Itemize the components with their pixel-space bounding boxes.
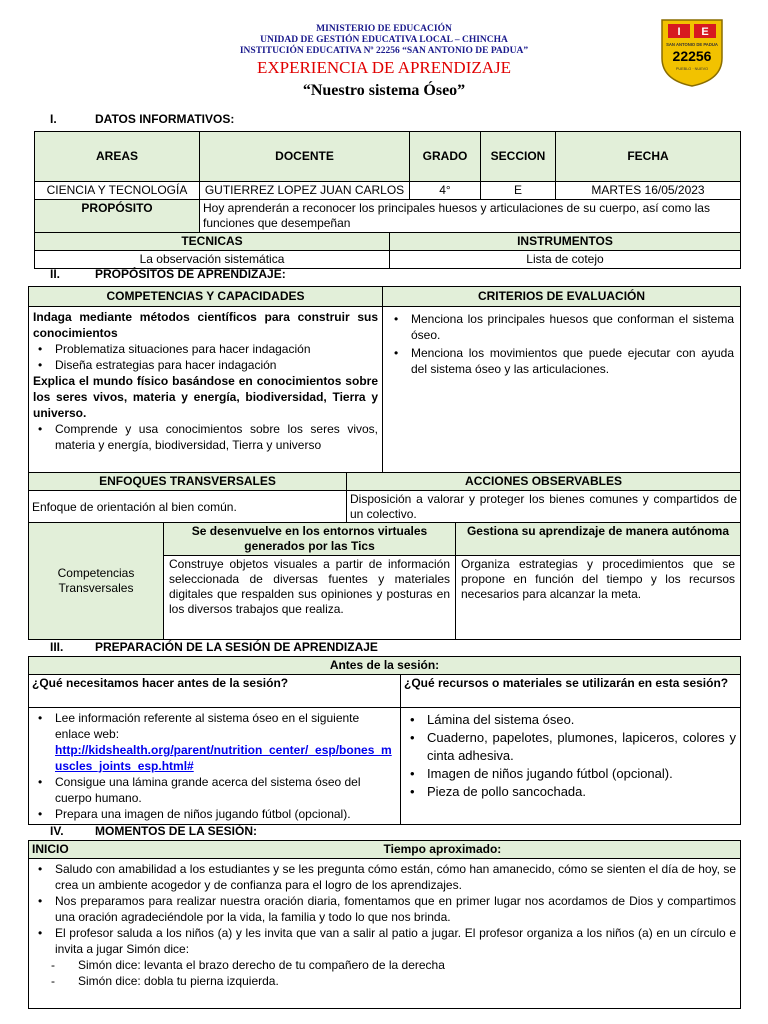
value-fecha: MARTES 16/05/2023 bbox=[556, 182, 741, 200]
capacidad-3: • Comprende y usa conocimientos sobre los seres vivos, materia y energía, biodiversidad, Tierra y universo bbox=[33, 421, 378, 453]
tarea-3: • Prepara una imagen de niños jugando fútbol (opcional). bbox=[33, 806, 396, 822]
tecnica-value: La observación sistemática bbox=[35, 251, 390, 269]
tareas-cell bbox=[29, 708, 401, 825]
inicio-label: INICIO bbox=[32, 842, 69, 856]
section-2-heading: II. PROPÓSITOS DE APRENDIZAJE: bbox=[50, 267, 286, 281]
enfoques-table bbox=[28, 472, 741, 524]
header-areas: AREAS bbox=[35, 132, 200, 182]
school-line: INSTITUCIÓN EDUCATIVA Nº 22256 “SAN ANTONIO DE PADUA” bbox=[239, 46, 529, 56]
capacidad-1: • Problematiza situaciones para hacer indagación bbox=[33, 341, 378, 357]
competencia-2: Explica el mundo físico basándose en conocimientos sobre los seres vivos, materia y energía, biodiversidad, Tierra y universo. bbox=[33, 374, 378, 420]
enfoques-header: ENFOQUES TRANSVERSALES bbox=[29, 473, 347, 491]
logo-motto: PUEBLO · NUEVO bbox=[675, 67, 709, 71]
experience-title: EXPERIENCIA DE APRENDIZAJE bbox=[256, 58, 512, 77]
section-4-heading: IV. MOMENTOS DE LA SESIÓN: bbox=[50, 824, 258, 838]
tarea-2: • Consigue una lámina grande acerca del sistema óseo del cuerpo humano. bbox=[33, 774, 396, 806]
competencias-cell bbox=[29, 307, 383, 473]
tiempo-label: Tiempo aproximado: bbox=[383, 842, 502, 856]
pregunta-recursos: ¿Qué recursos o materiales se utilizarán en esta sesión? bbox=[401, 675, 741, 708]
capacidad-2: • Diseña estrategias para hacer indagación bbox=[33, 357, 378, 373]
tarea-1: • Lee información referente al sistema óseo en el siguiente enlace web: http://kidshealth.org/parent/nutrition_center/_esp/bones_muscles_joints_esp.html# bbox=[33, 710, 396, 774]
school-shield-logo bbox=[660, 18, 724, 88]
ugel-line: UNIDAD DE GESTIÓN EDUCATIVA LOCAL – CHINCHA bbox=[260, 35, 508, 45]
simon-dice-2: - Simón dice: dobla tu pierna izquierda. bbox=[33, 973, 736, 989]
ministry-line: MINISTERIO DE EDUCACIÓN bbox=[316, 24, 452, 34]
criterio-2: • Menciona los movimientos que puede ejecutar con ayuda del sistema óseo y las articulaciones. bbox=[389, 345, 734, 377]
tecnicas-header: TECNICAS bbox=[35, 233, 390, 251]
value-docente: GUTIERREZ LOPEZ JUAN CARLOS bbox=[200, 182, 410, 200]
inicio-cell bbox=[29, 859, 741, 1009]
value-area: CIENCIA Y TECNOLOGÍA bbox=[35, 182, 200, 200]
value-grado: 4° bbox=[410, 182, 481, 200]
proposito-label: PROPÓSITO bbox=[35, 200, 200, 233]
criterios-header: CRITERIOS DE EVALUACIÓN bbox=[383, 287, 741, 307]
propositos-table bbox=[28, 286, 741, 473]
section-3-heading: III. PREPARACIÓN DE LA SESIÓN DE APRENDIZAJE bbox=[50, 640, 378, 654]
logo-letter-e: E bbox=[701, 26, 709, 38]
recurso-4: • Pieza de pollo sancochada. bbox=[405, 783, 736, 801]
recurso-2: • Cuaderno, papelotes, plumones, lapiceros, colores y cinta adhesiva. bbox=[405, 729, 736, 765]
enlace-kidshealth[interactable]: http://kidshealth.org/parent/nutrition_center/_esp/bones_muscles_joints_esp.html# bbox=[55, 743, 392, 773]
simon-dice-1: - Simón dice: levanta el brazo derecho de tu compañero de la derecha bbox=[33, 957, 736, 973]
header-docente: DOCENTE bbox=[200, 132, 410, 182]
value-seccion: E bbox=[481, 182, 556, 200]
recurso-3: • Imagen de niños jugando fútbol (opcional). bbox=[405, 765, 736, 783]
autonoma-header: Gestiona su aprendizaje de manera autónoma bbox=[456, 523, 741, 556]
logo-number: 22256 bbox=[672, 48, 712, 64]
competencias-transversales-table bbox=[28, 522, 741, 640]
tecnicas-table bbox=[34, 232, 741, 269]
section-1-heading: I. DATOS INFORMATIVOS: bbox=[50, 112, 235, 126]
tic-text: Construye objetos visuales a partir de información seleccionada de diversas fuentes y materiales digitales que respalden sus opiniones y posturas en los diversos trabajos que realiza. bbox=[164, 556, 456, 640]
momentos-table bbox=[28, 840, 741, 1009]
autonoma-text: Organiza estrategias y procedimientos que se propone en función del tiempo y los recursos necesarios para alcanzar la meta. bbox=[456, 556, 741, 640]
proposito-text: Hoy aprenderán a reconocer los principales huesos y articulaciones de su cuerpo, así como las funciones que desempeñan bbox=[200, 200, 741, 233]
instrumento-value: Lista de cotejo bbox=[390, 251, 741, 269]
datos-informativos-table bbox=[34, 131, 741, 233]
inicio-paso-2: • Nos preparamos para realizar nuestra oración diaria, fomentamos que en primer lugar nos acordamos de Dios y compartimos una oración agradeciéndole por la vida, la familia y todo lo que nos brinda. bbox=[33, 893, 736, 925]
recurso-1: • Lámina del sistema óseo. bbox=[405, 711, 736, 729]
competencias-transversales-label: Competencias Transversales bbox=[29, 523, 164, 640]
recursos-cell bbox=[401, 708, 741, 825]
enfoque-value: Enfoque de orientación al bien común. bbox=[29, 491, 347, 524]
preparacion-table bbox=[28, 656, 741, 825]
criterios-cell bbox=[383, 307, 741, 473]
antes-sesion-header: Antes de la sesión: bbox=[29, 657, 741, 675]
competencias-header: COMPETENCIAS Y CAPACIDADES bbox=[29, 287, 383, 307]
logo-caption: SAN ANTONIO DE PADUA bbox=[666, 42, 718, 47]
acciones-header: ACCIONES OBSERVABLES bbox=[347, 473, 741, 491]
header-fecha: FECHA bbox=[556, 132, 741, 182]
instrumentos-header: INSTRUMENTOS bbox=[390, 233, 741, 251]
competencia-1: Indaga mediante métodos científicos para construir sus conocimientos bbox=[33, 310, 378, 340]
pregunta-antes: ¿Qué necesitamos hacer antes de la sesión? bbox=[29, 675, 401, 708]
tic-header: Se desenvuelve en los entornos virtuales generados por las Tics bbox=[164, 523, 456, 556]
accion-value: Disposición a valorar y proteger los bienes comunes y compartidos de un colectivo. bbox=[347, 491, 741, 524]
header-grado: GRADO bbox=[410, 132, 481, 182]
experience-subtitle: “Nuestro sistema Óseo” bbox=[302, 82, 466, 99]
inicio-header bbox=[29, 841, 741, 859]
inicio-paso-1: • Saludo con amabilidad a los estudiantes y se les pregunta cómo están, cómo han amanecido, cómo se sienten el día de hoy, se crea un ambiente acogedor y de confianza para el logro de los aprendizajes. bbox=[33, 861, 736, 893]
criterio-1: • Menciona los principales huesos que conforman el sistema óseo. bbox=[389, 311, 734, 343]
logo-letter-i: I bbox=[677, 26, 681, 38]
document-header bbox=[0, 24, 768, 102]
inicio-paso-3: • El profesor saluda a los niños (a) y les invita que van a salir al patio a jugar. El profesor organiza a los niños (a) en un círculo e invita a jugar Simón dice: bbox=[33, 925, 736, 957]
header-seccion: SECCION bbox=[481, 132, 556, 182]
